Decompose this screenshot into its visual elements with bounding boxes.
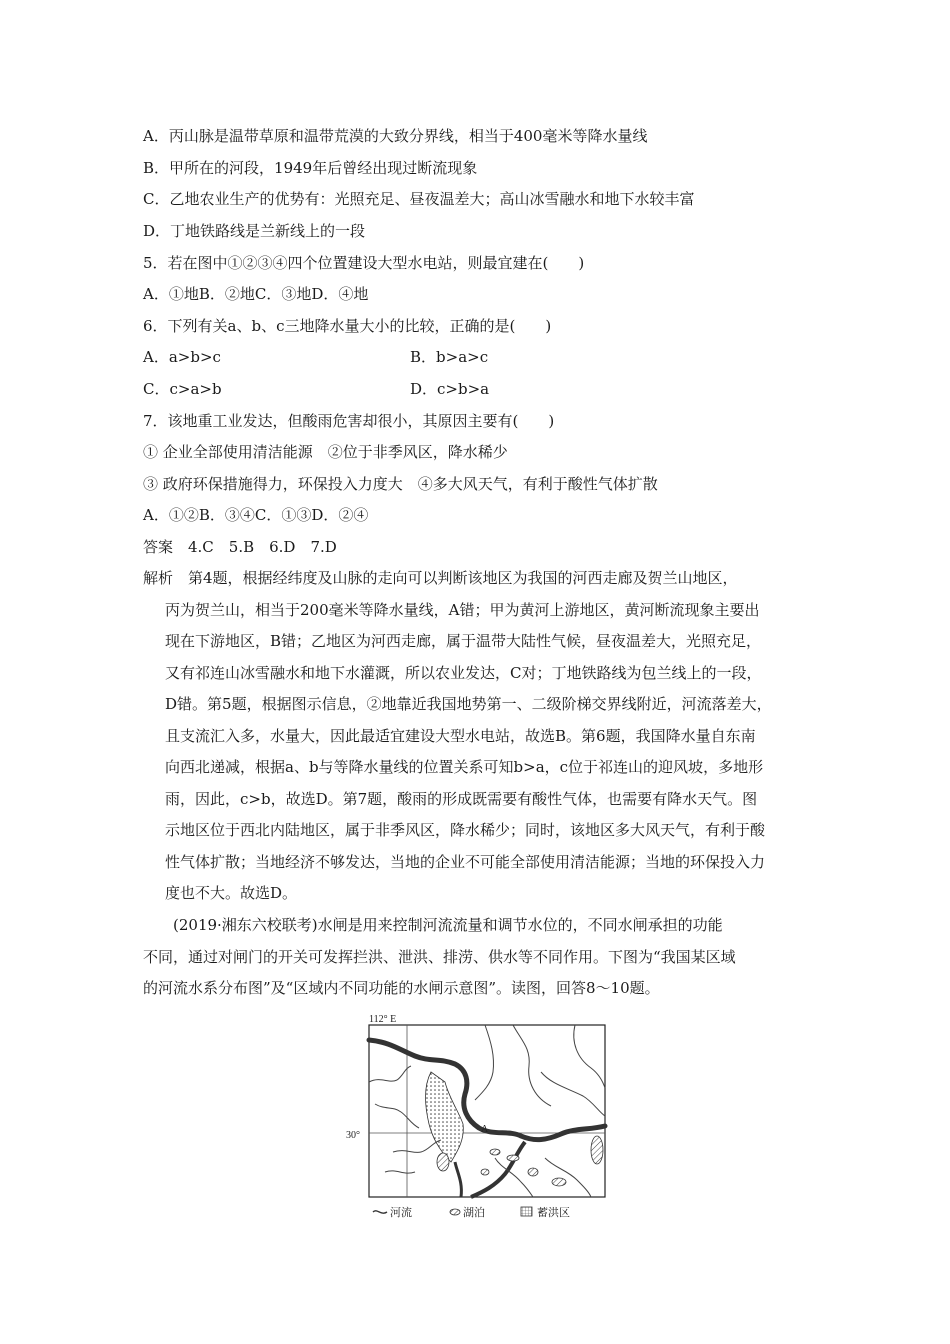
analysis-line: 雨，因此，c>b，故选D。第7题，酸雨的形成既需要有酸性气体，也需要有降水天气。图 — [165, 789, 758, 808]
flood-legend-icon — [521, 1207, 532, 1216]
intro-line: (2019·湘东六校联考)水闸是用来控制河流流量和调节水位的，不同水闸承担的功能 — [143, 916, 723, 934]
legend-river-label: 河流 — [390, 1206, 412, 1219]
q7-options: A．①②B．③④C．①③D．②④ — [143, 506, 369, 524]
analysis-line: 又有祁连山冰雪融水和地下水灌溉，所以农业发达，C对；丁地铁路线为包兰线上的一段， — [165, 663, 762, 682]
analysis-line: 现在下游地区，B错；乙地区为河西走廊，属于温带大陆性气候，昼夜温差大，光照充足， — [165, 632, 762, 650]
analysis-line: 性气体扩散；当地经济不够发达，当地的企业不可能全部使用清洁能源；当地的环保投入力 — [165, 852, 766, 871]
q7-item-2: ③ 政府环保措施得力，环保投入力度大 ④多大风天气，有利于酸性气体扩散 — [143, 475, 658, 493]
intro-line: 不同，通过对闸门的开关可发挥拦洪、泄洪、排涝、供水等不同作用。下图为“我国某区域 — [143, 947, 736, 966]
q6-option-d: D．c>b>a — [410, 380, 490, 398]
q6-option-a: A．a>b>c — [143, 348, 221, 366]
analysis-line: 示地区位于西北内陆地区，属于非季风区，降水稀少；同时，该地区多大风天气，有利于酸 — [165, 821, 766, 839]
longitude-label: 112° E — [369, 1014, 397, 1025]
analysis-line: 丙为贺兰山，相当于200毫米等降水量线，A错；甲为黄河上游地区，黄河断流现象主要出 — [165, 600, 760, 619]
q5-stem: 5．若在图中①②③④四个位置建设大型水电站，则最宜建在( ) — [143, 254, 585, 272]
intro-paragraph — [143, 910, 808, 1005]
map-legend — [373, 1205, 570, 1219]
river-legend-icon — [373, 1211, 387, 1213]
analysis-line: 且支流汇入多，水量大，因此最适宜建设大型水电站，故选B。第6题，我国降水量自东南 — [165, 726, 756, 745]
analysis-line: 向西北递减，根据a、b与等降水量线的位置关系可知b>a，c位于祁连山的迎风坡，多地形 — [165, 758, 764, 776]
intro-line: 的河流水系分布图”及“区域内不同功能的水闸示意图”。读图，回答8～10题。 — [143, 979, 660, 997]
lake — [552, 1178, 566, 1186]
legend-lake-label: 湖泊 — [463, 1206, 485, 1219]
lake — [481, 1169, 489, 1175]
q6-option-b: B．b>a>c — [410, 348, 489, 366]
q4-option-a: A．丙山脉是温带草原和温带荒漠的大致分界线，相当于400毫米等降水量线 — [143, 127, 648, 145]
lake-legend-icon — [450, 1209, 460, 1215]
lake — [437, 1153, 449, 1171]
river-system-map — [345, 1012, 615, 1227]
q7-stem: 7．该地重工业发达，但酸雨危害却很小，其原因主要有( ) — [143, 412, 555, 430]
q4-option-b: B．甲所在的河段，1949年后曾经出现过断流现象 — [143, 159, 478, 177]
q5-options: A．①地B．②地C．③地D．④地 — [143, 285, 369, 303]
analysis-paragraph — [143, 563, 808, 910]
legend-flood-label: 蓄洪区 — [537, 1206, 570, 1219]
q6-option-c: C．c>a>b — [143, 380, 222, 398]
analysis-line: 解析 第4题，根据经纬度及山脉的走向可以判断该地区为我国的河西走廊及贺兰山地区， — [143, 569, 738, 587]
lake — [490, 1149, 500, 1155]
q4-option-d: D．丁地铁路线是兰新线上的一段 — [143, 222, 366, 240]
lake — [591, 1136, 603, 1164]
q6-stem: 6．下列有关a、b、c三地降水量大小的比较，正确的是( ) — [143, 317, 552, 335]
answer-line: 答案 4.C 5.B 6.D 7.D — [143, 538, 337, 556]
analysis-line: 度也不大。故选D。 — [165, 884, 298, 902]
q4-option-c: C．乙地农业生产的优势有：光照充足、昼夜温差大；高山冰雪融水和地下水较丰富 — [143, 190, 695, 208]
point-a-label: A — [481, 1124, 489, 1135]
lake — [507, 1155, 519, 1161]
lake — [528, 1168, 538, 1176]
analysis-line: D错。第5题，根据图示信息，②地靠近我国地势第一、二级阶梯交界线附近，河流落差大， — [165, 695, 772, 713]
latitude-label: 30° — [346, 1130, 360, 1141]
q7-item-1: ① 企业全部使用清洁能源 ②位于非季风区，降水稀少 — [143, 443, 508, 461]
